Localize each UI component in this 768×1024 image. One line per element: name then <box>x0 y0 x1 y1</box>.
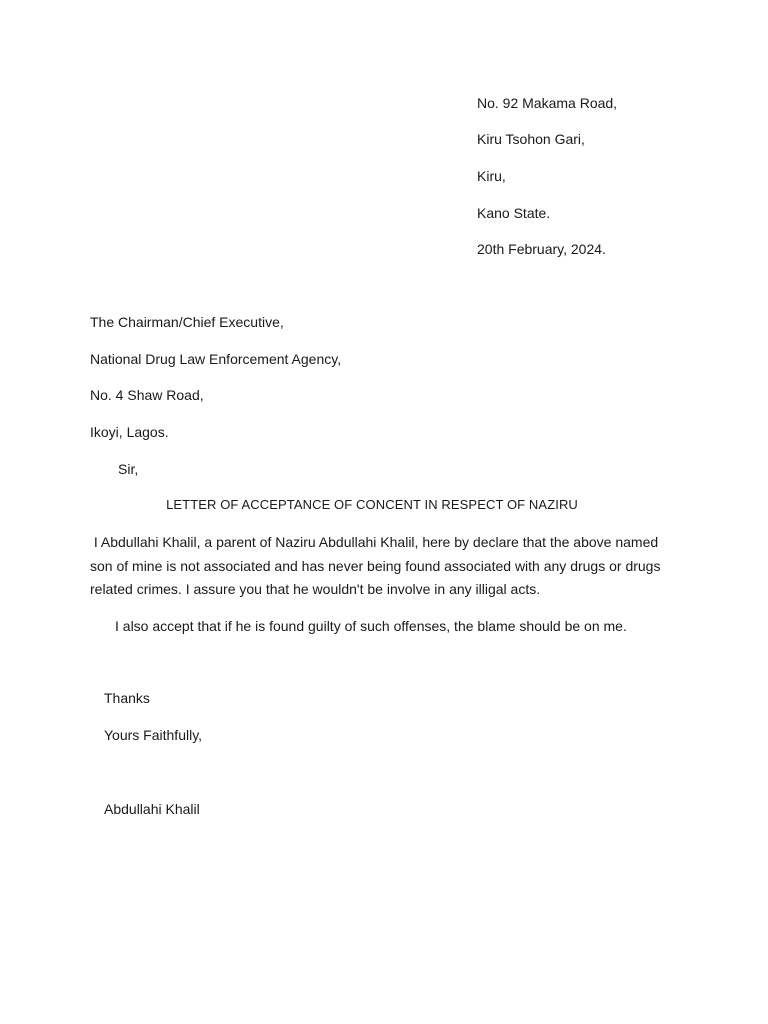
sender-address-line: Kano State. <box>477 205 551 221</box>
recipient-line: National Drug Law Enforcement Agency, <box>90 351 342 367</box>
signature-name: Abdullahi Khalil <box>104 801 200 817</box>
body-line: I Abdullahi Khalil, a parent of Naziru Abdullahi Khalil, here by declare that the above named <box>90 534 659 550</box>
body-paragraph <box>90 531 670 602</box>
closing-sign-off: Yours Faithfully, <box>104 727 203 743</box>
sender-address-line: No. 92 Makama Road, <box>477 95 618 111</box>
closing-thanks: Thanks <box>104 690 150 706</box>
body-paragraph: I also accept that if he is found guilty of such offenses, the blame should be on me. <box>115 618 627 634</box>
sender-address-line: Kiru, <box>477 168 506 184</box>
recipient-line: Ikoyi, Lagos. <box>90 424 169 440</box>
sender-address-line: Kiru Tsohon Gari, <box>477 131 585 147</box>
recipient-line: The Chairman/Chief Executive, <box>90 314 284 330</box>
letter-subject: LETTER OF ACCEPTANCE OF CONCENT IN RESPECT OF NAZIRU <box>166 497 578 512</box>
body-line: son of mine is not associated and has never being found associated with any drugs or drugs <box>90 557 661 574</box>
letter-date: 20th February, 2024. <box>477 241 606 257</box>
salutation: Sir, <box>118 461 139 477</box>
body-line: related crimes. I assure you that he wouldn't be involve in any illigal acts. <box>90 581 541 597</box>
recipient-line: No. 4 Shaw Road, <box>90 387 204 403</box>
